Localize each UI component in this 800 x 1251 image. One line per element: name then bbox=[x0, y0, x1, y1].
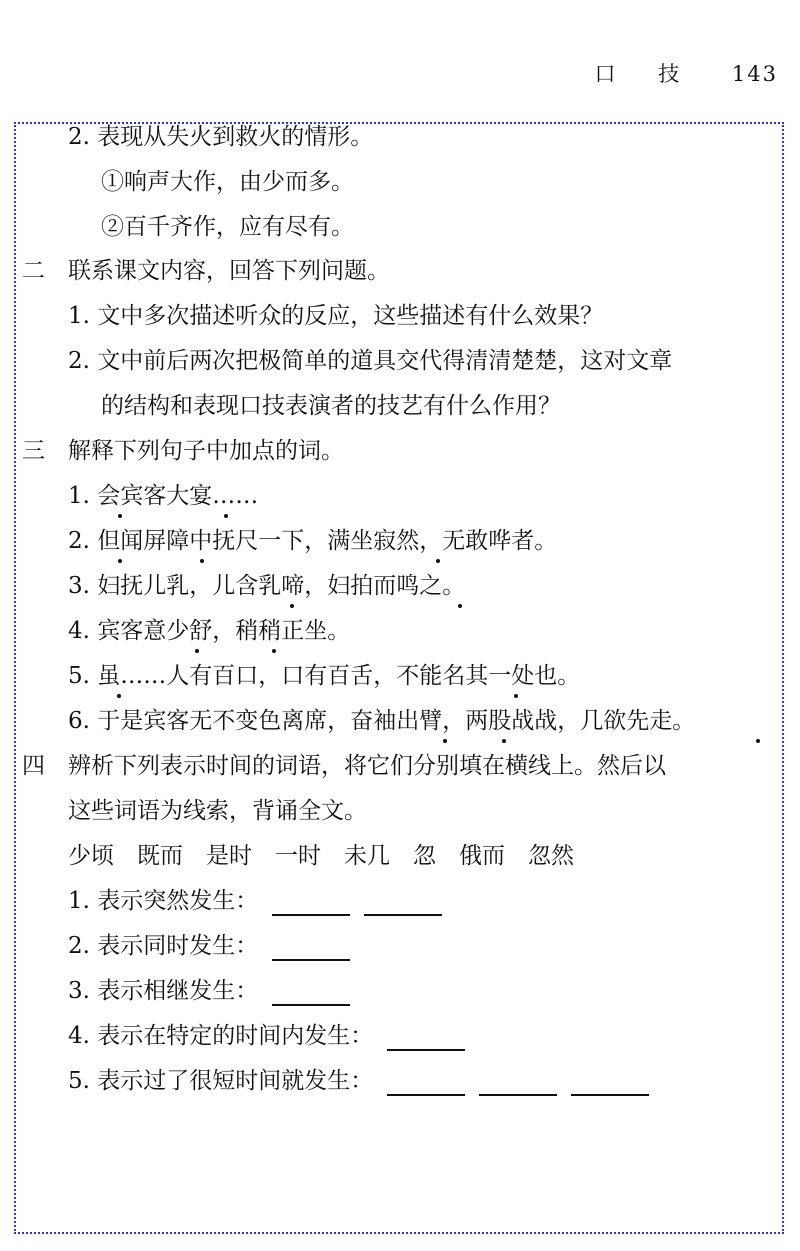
emphasis-dot bbox=[502, 739, 506, 743]
text-line: 3. 妇抚儿乳，儿含乳啼，妇拍而鸣之。 bbox=[68, 573, 466, 599]
emphasis-dot bbox=[118, 514, 122, 518]
text-line: 2. 文中前后两次把极简单的道具交代得清清楚楚，这对文章 bbox=[68, 348, 673, 374]
emphasis-dot bbox=[756, 739, 760, 743]
emphasis-dot bbox=[117, 694, 121, 698]
answer-blank[interactable] bbox=[387, 1072, 465, 1096]
fill-item bbox=[68, 886, 442, 916]
answer-blank[interactable] bbox=[364, 892, 442, 916]
chapter-title: 口 技 bbox=[594, 62, 698, 86]
text-line: 2. 但闻屏障中抚尺一下，满坐寂然，无敢哗者。 bbox=[68, 528, 558, 554]
word-list: 少顷 既而 是时 一时 未几 忽 俄而 忽然 bbox=[68, 843, 574, 869]
text-line: 6. 于是宾客无不变色离席，奋袖出臂，两股战战，几欲先走。 bbox=[68, 708, 696, 734]
answer-blank[interactable] bbox=[479, 1072, 557, 1096]
fill-item-label: 1. 表示突然发生： bbox=[68, 888, 259, 914]
text-line: ①响声大作，由少而多。 bbox=[101, 169, 354, 195]
fill-item-label: 5. 表示过了很短时间就发生： bbox=[68, 1068, 374, 1094]
text-line: 5. 虽……人有百口，口有百舌，不能名其一处也。 bbox=[68, 663, 581, 689]
text-line: 的结构和表现口技表演者的技艺有什么作用？ bbox=[101, 393, 561, 419]
emphasis-dot bbox=[224, 514, 228, 518]
emphasis-dot bbox=[200, 559, 204, 563]
fill-item-label: 4. 表示在特定的时间内发生： bbox=[68, 1023, 374, 1049]
fill-item bbox=[68, 1066, 649, 1096]
emphasis-dot bbox=[290, 604, 294, 608]
text-line: 2. 表现从失火到救火的情形。 bbox=[68, 124, 374, 150]
page-header bbox=[595, 58, 778, 88]
answer-blank[interactable] bbox=[272, 892, 350, 916]
answer-blank[interactable] bbox=[387, 1027, 465, 1051]
page-number: 143 bbox=[731, 62, 778, 86]
text-line: 4. 宾客意少舒，稍稍正坐。 bbox=[68, 618, 351, 644]
text-line: 这些词语为线索，背诵全文。 bbox=[68, 798, 367, 824]
emphasis-dot bbox=[195, 649, 199, 653]
text-line: 1. 文中多次描述听众的反应，这些描述有什么效果？ bbox=[68, 303, 604, 329]
answer-blank[interactable] bbox=[571, 1072, 649, 1096]
fill-item-label: 3. 表示相继发生： bbox=[68, 978, 259, 1004]
section-heading: 二 联系课文内容，回答下列问题。 bbox=[22, 258, 390, 284]
fill-item bbox=[68, 976, 350, 1006]
emphasis-dot bbox=[436, 559, 440, 563]
emphasis-dot bbox=[458, 604, 462, 608]
section-heading: 四 辨析下列表示时间的词语，将它们分别填在横线上。然后以 bbox=[22, 753, 666, 779]
answer-blank[interactable] bbox=[272, 982, 350, 1006]
emphasis-dot bbox=[272, 649, 276, 653]
section-heading: 三 解释下列句子中加点的词。 bbox=[22, 438, 344, 464]
fill-item-label: 2. 表示同时发生： bbox=[68, 933, 259, 959]
emphasis-dot bbox=[514, 694, 518, 698]
fill-item bbox=[68, 931, 350, 961]
emphasis-dot bbox=[443, 739, 447, 743]
text-line: ②百千齐作，应有尽有。 bbox=[101, 214, 354, 240]
answer-blank[interactable] bbox=[272, 937, 350, 961]
emphasis-dot bbox=[118, 559, 122, 563]
text-line: 1. 会宾客大宴…… bbox=[68, 483, 259, 509]
fill-item bbox=[68, 1021, 465, 1051]
